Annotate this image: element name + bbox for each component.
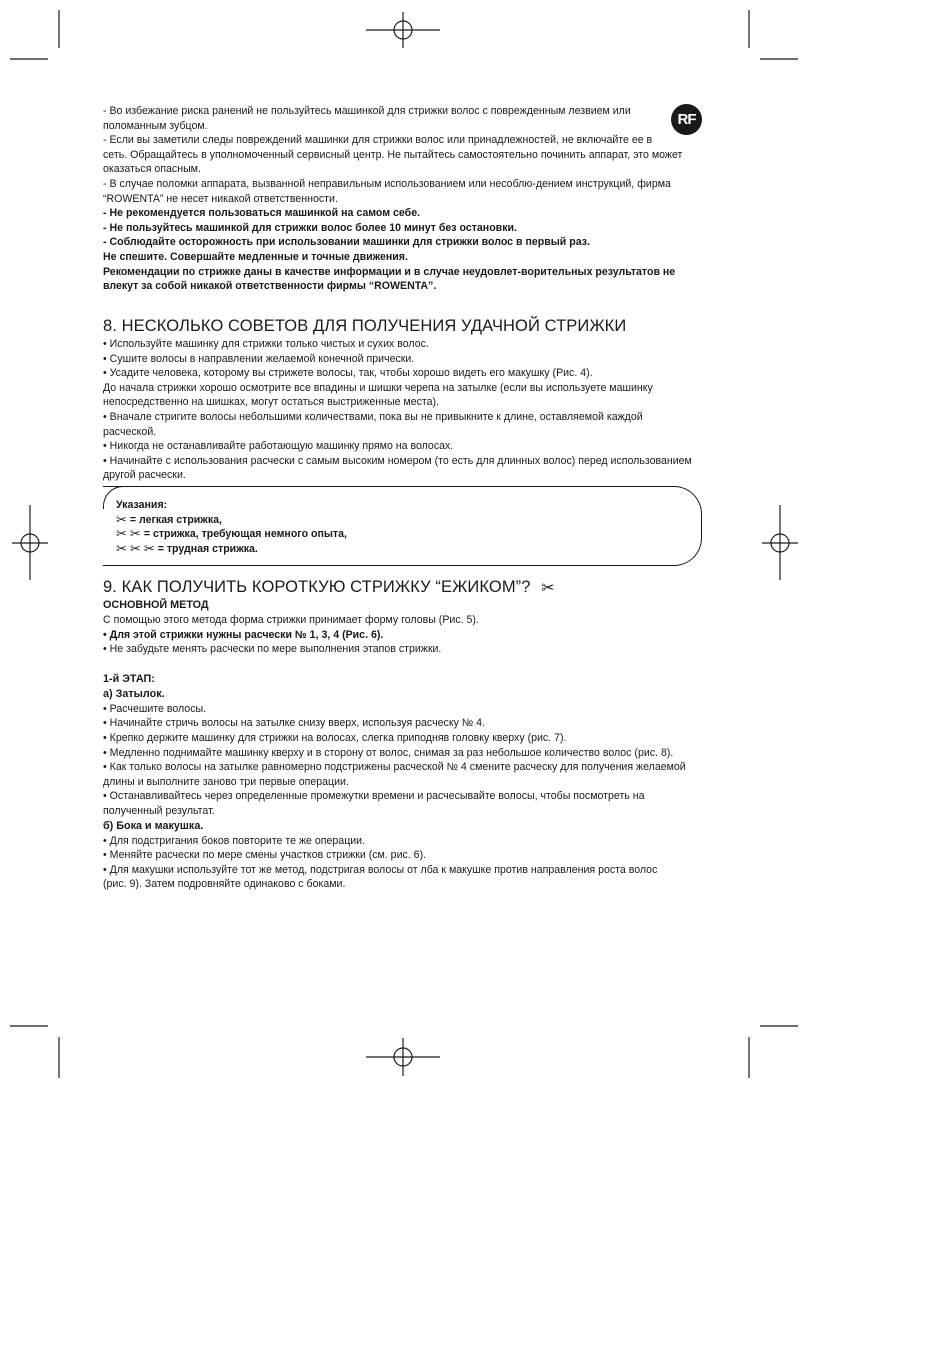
scissors-icon: ✂ [541, 580, 555, 597]
text-line: • Останавливайтесь через определенные промежутки времени и расчесывайте волосы, чтобы посмотреть на [103, 790, 645, 803]
text-line: • Усадите человека, которому вы стрижете волосы, так, чтобы хорошо видеть его макушку (Рис. 4). [103, 367, 593, 380]
text-line: - Не пользуйтесь машинкой для стрижки волос более 10 минут без остановки. [103, 221, 517, 234]
text-line: (рис. 9). Затем подровняйте одинаково с боками. [103, 878, 346, 891]
stage-title: 1-й ЭТАП: [103, 672, 155, 685]
notes-hard [116, 542, 347, 557]
text-line: • Используйте машинку для стрижки только чистых и сухих волос. [103, 338, 429, 350]
language-badge: RF [671, 104, 702, 135]
notes-content [116, 498, 347, 556]
text-line: длины и выполните заново три первые операции. [103, 775, 349, 788]
scissors-icon: ✂ [116, 511, 127, 527]
text-line: • Начинайте с использования расчески с самым высоким номером (то есть для длинных волос) перед использованием [103, 454, 692, 467]
text-line: • Для макушки используйте тот же метод, подстригая волосы от лба к макушке против направления роста волос [103, 863, 658, 876]
text-line: - В случае поломки аппарата, вызванной неправильным использованием или несоблю-дением инструкций, фирма [103, 177, 671, 190]
notes-easy-label: = легкая стрижка, [129, 513, 222, 526]
text-line: • Для этой стрижки нужны расчески № 1, 3, 4 (Рис. 6). [103, 628, 384, 641]
notes-title: Указания: [116, 499, 168, 511]
text-line: • Никогда не останавливайте работающую машинку прямо на волосах. [103, 440, 454, 453]
part-b-title: б) Бока и макушка. [103, 819, 204, 832]
text-line: расческой. [103, 425, 157, 438]
text-line: • Крепко держите машинку для стрижки на волосах, слегка приподняв головку кверху (рис. 7). [103, 731, 567, 744]
text-line: • Вначале стригите волосы небольшими количествами, пока вы не привыкните к длине, оставляемой каждой [103, 410, 643, 423]
notes-medium [116, 527, 347, 542]
text-line: • Расчешите волосы. [103, 702, 207, 715]
text-line: • Не забудьте менять расчески по мере выполнения этапов стрижки. [103, 643, 442, 656]
text-line: • Меняйте расчески по мере смены участков стрижки (см. рис. 6). [103, 849, 427, 862]
scissors-icon: ✂ [129, 540, 141, 556]
method-title: ОСНОВНОЙ МЕТОД [103, 599, 209, 611]
text-line: непосредственно на шишках, могут остаться выстриженные места). [103, 396, 439, 409]
text-line: влекут за собой никакой ответственности фирмы “ROWENTA”. [103, 280, 437, 293]
scissors-icon: ✂ [143, 540, 155, 556]
text-line: сеть. Обращайтесь в уполномоченный сервисный центр. Не пытайтесь самостоятельно починить аппарат, это может [103, 148, 683, 161]
text-line: - Соблюдайте осторожность при использовании машинки для стрижки волос в первый раз. [103, 236, 590, 249]
section-9-heading [103, 577, 558, 599]
text-line: оказаться опасным. [103, 163, 201, 176]
text-line: Рекомендации по стрижке даны в качестве информации и в случае неудовлет-ворительных результатов не [103, 265, 676, 278]
text-line: • Сушите волосы в направлении желаемой конечной прически. [103, 352, 415, 365]
text-line: • Медленно поднимайте машинку кверху и в сторону от волос, снимая за раз небольшое количество волос (рис. 8). [103, 746, 674, 759]
text-line: - Если вы заметили следы повреждений машинки для стрижки волос или принадлежностей, не включайте ее в [103, 134, 653, 147]
section-8-body [103, 337, 703, 483]
text-line: полученный результат. [103, 804, 215, 817]
text-line: - Во избежание риска ранений не пользуйтесь машинкой для стрижки волос с поврежденным лезвием или [103, 105, 631, 117]
text-line: - Не рекомендуется пользоваться машинкой на самом себе. [103, 207, 421, 220]
warnings-section [103, 104, 703, 294]
part-a-title: а) Затылок. [103, 687, 165, 700]
text-line: поломанным зубцом. [103, 119, 208, 132]
scissors-icon: ✂ [116, 540, 127, 556]
section-8-heading: 8. НЕСКОЛЬКО СОВЕТОВ ДЛЯ ПОЛУЧЕНИЯ УДАЧНОЙ СТРИЖКИ [103, 317, 627, 335]
text-line: С помощью этого метода форма стрижки принимает форму головы (Рис. 5). [103, 614, 479, 626]
notes-easy [116, 513, 347, 528]
notes-medium-label: = стрижка, требующая немного опыта, [143, 528, 347, 541]
text-line: • Начинайте стричь волосы на затылке снизу вверх, используя расческу № 4. [103, 717, 485, 730]
scissors-icon: ✂ [116, 526, 127, 542]
text-line: “ROWENTA” не несет никакой ответственности. [103, 192, 338, 205]
text-line: До начала стрижки хорошо осмотрите все впадины и шишки черепа на затылке (если вы используете машинку [103, 381, 653, 394]
scissors-icon: ✂ [129, 526, 141, 542]
section-9-heading-text: 9. КАК ПОЛУЧИТЬ КОРОТКУЮ СТРИЖКУ “ЕЖИКОМ”? [103, 578, 531, 596]
text-line: • Для подстригания боков повторите те же операции. [103, 834, 366, 847]
text-line: • Как только волосы на затылке равномерно подстрижены расческой № 4 смените расческу для получения желаемой [103, 761, 686, 774]
text-line: другой расчески. [103, 469, 186, 482]
text-line: Не спешите. Совершайте медленные и точные движения. [103, 250, 408, 263]
notes-hard-label: = трудная стрижка. [157, 542, 258, 555]
section-9-body [103, 598, 703, 892]
